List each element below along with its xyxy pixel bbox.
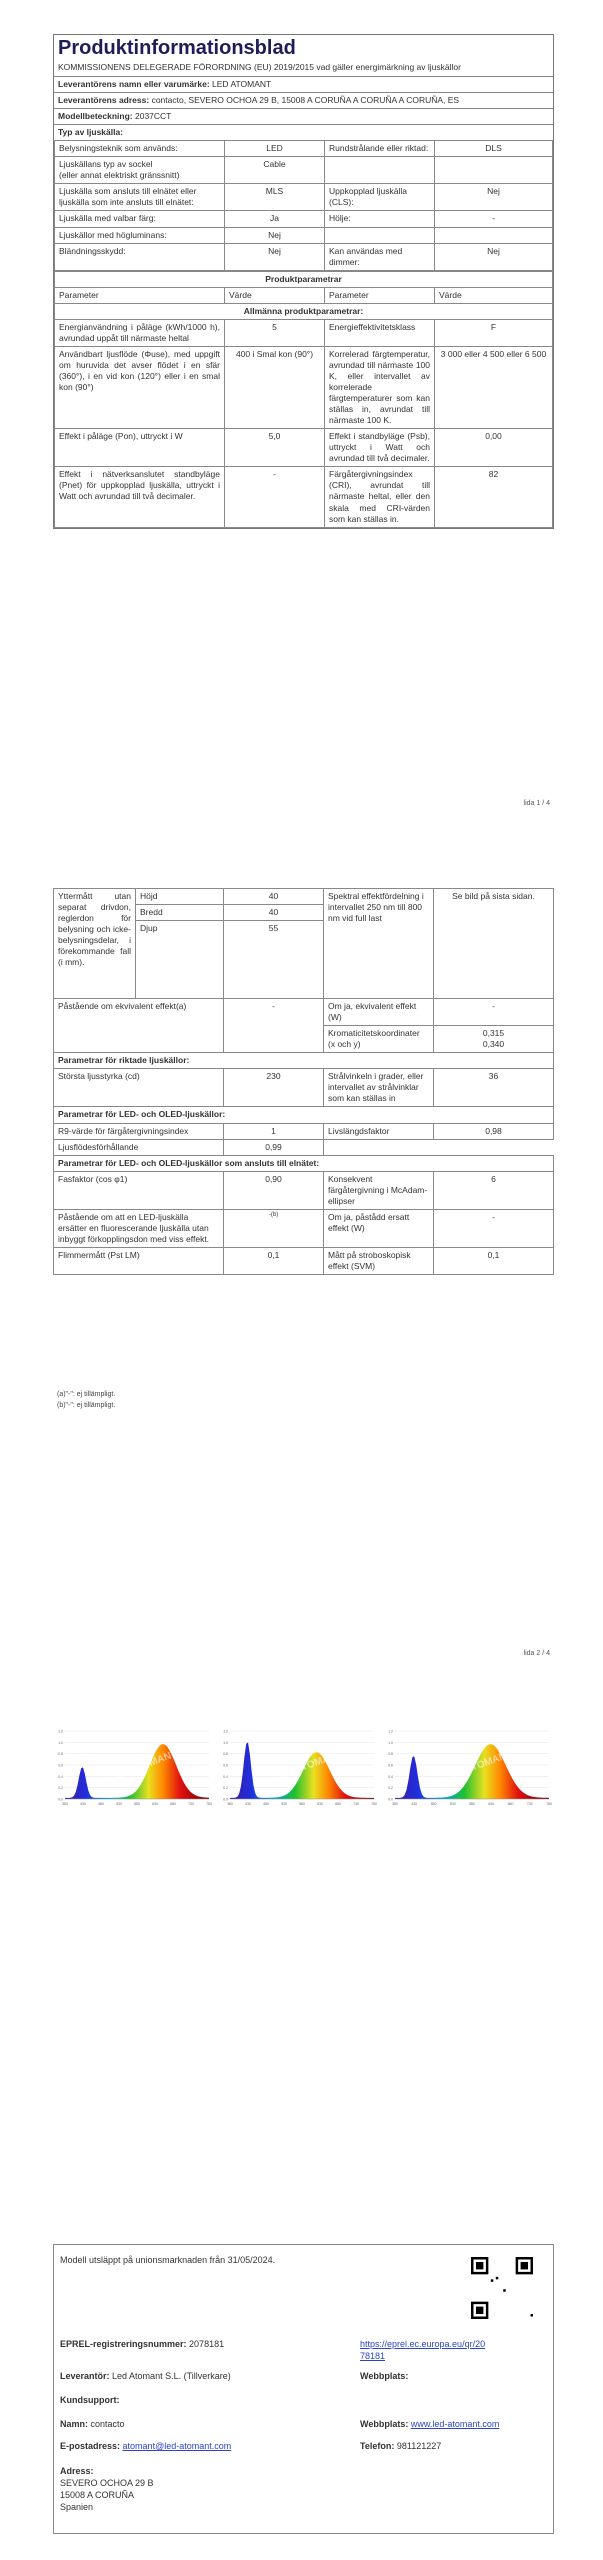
type-row [55, 211, 553, 227]
phase-value: 0,90 [224, 1171, 324, 1209]
param-value: 82 [435, 467, 553, 527]
type-heading: Typ av ljuskälla: [54, 124, 553, 140]
param-label: Effekt i nätverksanslutet standbyläge (Pnet) för uppkopplad ljuskälla, uttryckt i Watt och avrundad till två decimaler. [55, 467, 225, 527]
y-tick-label: 0.0 [58, 1797, 63, 1802]
dim-width-value: 40 [224, 905, 324, 921]
x-tick-label: 530 [116, 1802, 122, 1806]
x-tick-label: 430 [80, 1802, 86, 1806]
type-label: Hölje: [325, 211, 435, 227]
eprel-row: EPREL-registreringsnummer: 2078181 [60, 2339, 225, 2349]
type-label [325, 227, 435, 243]
type-value: DLS [435, 141, 553, 157]
eprel-link[interactable]: https://eprel.ec.europa.eu/qr/2078181 [360, 2339, 486, 2361]
beam-label: Strålvinkeln i grader, eller intervallet av strålvinklar som kan ställas in [324, 1069, 434, 1107]
param-value: 5 [225, 319, 325, 346]
dim-depth-label: Djup [136, 921, 224, 999]
footnotes [57, 1390, 115, 1411]
email-link[interactable]: atomant@led-atomant.com [122, 2441, 232, 2451]
regulation-text: KOMMISSIONENS DELEGERADE FÖRORDNING (EU) 2019/2015 vad gäller energimärkning av ljuskällor [58, 62, 461, 72]
param-label: Korrelerad färgtemperatur, avrundad till närmaste 100 K, eller intervallet av korrelerade färgtemperaturer som kan ställas in, avrundat till närmaste 100 K. [325, 346, 435, 428]
type-label: Ljuskälla som ansluts till elnätet eller ljuskälla som inte ansluts till elnätet: [55, 184, 225, 211]
watermark-logo: LED ATOMANT [442, 1748, 514, 1784]
market-text: Modell utsläppt på unionsmarknaden från 31/05/2024. [60, 2255, 276, 2265]
r9-label: R9-värde för färgåtergivningsindex [54, 1123, 224, 1139]
page-4-frame [53, 2244, 554, 2534]
type-row [55, 243, 553, 270]
y-tick-label: 0.0 [223, 1797, 228, 1802]
type-value: LED [225, 141, 325, 157]
x-tick-label: 580 [299, 1802, 305, 1806]
type-value: Nej [435, 243, 553, 270]
chroma-value: 0,315 0,340 [434, 1026, 554, 1053]
page-number: lida 2 / 4 [523, 1650, 550, 1657]
x-tick-label: 630 [488, 1802, 495, 1806]
type-label: Bländningsskydd: [55, 243, 225, 270]
param-label: Effekt i standbyläge (Psb), uttryckt i Watt och avrundad till två decimaler. [325, 429, 435, 467]
type-value: Nej [435, 184, 553, 211]
type-label [325, 157, 435, 184]
equiv-w-label: Om ja, ekvivalent effekt (W) [324, 999, 434, 1026]
address-row: Leverantörens adress: contacto, SEVERO OCHOA 29 B, 15008 A CORUÑA A CORUÑA A CORUÑA, ES [54, 92, 553, 108]
type-value: - [435, 211, 553, 227]
params-heading: Produktparametrar [55, 271, 553, 287]
type-value [435, 157, 553, 184]
life-value: 0,98 [434, 1123, 554, 1139]
dim-width-label: Bredd [136, 905, 224, 921]
supplier-row: Leverantörens namn eller varumärke: LED ATOMANT [54, 76, 553, 92]
type-value: MLS [225, 184, 325, 211]
type-row [55, 157, 553, 184]
x-tick-label: 680 [507, 1802, 514, 1806]
y-tick-label: 0.2 [388, 1786, 393, 1791]
x-tick-label: 780 [206, 1802, 212, 1806]
spectrum-graph-6500k [383, 1727, 553, 1812]
replace-value: -(b) [224, 1209, 324, 1247]
life-label: Livslängdsfaktor [324, 1123, 434, 1139]
x-tick-label: 630 [317, 1802, 323, 1806]
x-tick-label: 380 [227, 1802, 233, 1806]
led-heading: Parametrar för LED- och OLED-ljuskällor: [54, 1107, 554, 1123]
x-tick-label: 380 [392, 1802, 398, 1806]
page-number: lida 1 / 4 [523, 800, 550, 807]
support-label: Kundsupport: [60, 2395, 120, 2405]
type-label: Uppkopplad ljuskälla (CLS): [325, 184, 435, 211]
y-tick-label: 0.2 [223, 1786, 228, 1791]
page-title: Produktinformationsblad [58, 37, 296, 59]
y-tick-label: 1.0 [388, 1740, 393, 1745]
param-label: Färgåtergivningsindex (CRI), avrundat till närmaste heltal, eller den skala med CRI-värden som kan ställas in. [325, 467, 435, 527]
type-value: Cable [225, 157, 325, 184]
param-label: Effekt i påläge (Pon), uttryckt i W [55, 429, 225, 467]
x-tick-label: 630 [152, 1802, 158, 1806]
general-heading: Allmänna produktparametrar: [55, 303, 553, 319]
spectral-label: Spektral effektfördelning i intervallet 250 nm till 800 nm vid full last [324, 889, 434, 999]
param-value: F [435, 319, 553, 346]
y-tick-label: 0.6 [388, 1763, 393, 1768]
y-tick-label: 0.4 [58, 1774, 63, 1779]
beam-value: 36 [434, 1069, 554, 1107]
y-tick-label: 0.8 [223, 1752, 228, 1757]
type-row [55, 227, 553, 243]
equiv-label: Påstående om ekvivalent effekt(a) [54, 999, 224, 1053]
x-tick-label: 580 [469, 1802, 475, 1806]
x-tick-label: 530 [449, 1802, 456, 1806]
mains-heading: Parametrar för LED- och OLED-ljuskällor som ansluts till elnätet: [54, 1155, 554, 1171]
x-tick-label: 780 [546, 1802, 552, 1806]
phase-label: Fasfaktor (cos φ1) [54, 1171, 224, 1209]
equiv-value: - [224, 999, 324, 1053]
type-value [435, 227, 553, 243]
col-param: Parameter [325, 287, 435, 303]
website-link[interactable]: www.led-atomant.com [410, 2419, 500, 2429]
param-label: Energieffektivitetsklass [325, 319, 435, 346]
type-label: Ljuskälla med valbar färg: [55, 211, 225, 227]
y-tick-label: 0.8 [58, 1752, 63, 1757]
x-tick-label: 480 [98, 1802, 104, 1806]
y-tick-label: 0.8 [388, 1752, 393, 1757]
type-label: Kan användas med dimmer: [325, 243, 435, 270]
x-tick-label: 530 [281, 1802, 287, 1806]
col-param: Parameter [55, 287, 225, 303]
y-tick-label: 0.6 [58, 1763, 63, 1768]
type-label: Ljuskällor med högluminans: [55, 227, 225, 243]
param-value: 0,00 [435, 429, 553, 467]
qr-code-icon [471, 2257, 533, 2319]
y-tick-label: 1.2 [388, 1729, 393, 1734]
param-row [55, 429, 553, 467]
replace-label: Påstående om att en LED-ljuskälla ersätter en fluorescerande ljuskälla utan inbyggt förkopplingsdon med viss effekt. [54, 1209, 224, 1247]
email-row: E-postadress: atomant@led-atomant.com [60, 2441, 232, 2451]
supplier-row: Leverantör: Led Atomant S.L. (Tillverkare) [60, 2371, 231, 2381]
page-1-frame [53, 34, 554, 529]
chroma-label: Kromaticitetskoordinater (x och y) [324, 1026, 434, 1053]
page2-table [53, 888, 554, 1275]
x-tick-label: 680 [335, 1802, 341, 1806]
param-row [55, 346, 553, 428]
type-label: Ljuskällans typ av sockel (eller annat elektriskt gränssnitt) [55, 157, 225, 184]
x-tick-label: 730 [353, 1802, 359, 1806]
y-tick-label: 0.4 [388, 1774, 393, 1779]
y-tick-label: 1.2 [223, 1729, 228, 1734]
type-label: Rundstrålande eller riktad: [325, 141, 435, 157]
strobo-label: Mått på stroboskopisk effekt (SVM) [324, 1247, 434, 1274]
y-tick-label: 0.4 [223, 1774, 228, 1779]
type-value: Ja [225, 211, 325, 227]
flux-value: 0,99 [224, 1139, 324, 1155]
web-label: Webbplats: [360, 2371, 409, 2381]
param-value: 400 i Smal kon (90°) [225, 346, 325, 428]
footnote-b: (b)"-": ej tillämpligt. [57, 1401, 116, 1409]
dim-height-value: 40 [224, 889, 324, 905]
spectrum-graph-4500k [218, 1727, 378, 1812]
y-tick-label: 0.0 [388, 1797, 393, 1802]
flicker-label: Flimmermått (Pst LM) [54, 1247, 224, 1274]
type-label: Belysningsteknik som används: [55, 141, 225, 157]
param-value: 5,0 [225, 429, 325, 467]
x-tick-label: 430 [411, 1802, 418, 1806]
x-tick-label: 480 [263, 1802, 269, 1806]
mcadam-value: 6 [434, 1171, 554, 1209]
claimed-label: Om ja, påstådd ersatt effekt (W) [324, 1209, 434, 1247]
phone-row: Telefon: 981121227 [360, 2441, 442, 2451]
param-row [55, 319, 553, 346]
y-tick-label: 1.2 [58, 1729, 63, 1734]
directed-heading: Parametrar för riktade ljuskällor: [54, 1053, 554, 1069]
dim-height-label: Höjd [136, 889, 224, 905]
x-tick-label: 680 [170, 1802, 176, 1806]
col-value: Värde [225, 287, 325, 303]
y-tick-label: 1.0 [58, 1740, 63, 1745]
param-label: Användbart ljusflöde (Φuse), med uppgift om huruvida det avser flödet i en sfär (360°), i en vid kon (120°) eller i en smal kon (90°) [55, 346, 225, 428]
intensity-label: Största ljusstyrka (cd) [54, 1069, 224, 1107]
dims-label: Yttermått utan separat drivdon, reglerdon för belysning och icke-belysningsdelar, i förekommande fall (i mm). [54, 889, 136, 999]
y-tick-label: 1.0 [223, 1740, 228, 1745]
name-row: Namn: contacto [60, 2419, 125, 2429]
web2-row: Webbplats: www.led-atomant.com [360, 2419, 500, 2429]
type-value: Nej [225, 227, 325, 243]
x-tick-label: 780 [371, 1802, 377, 1806]
watermark-logo: LED ATOMANT [107, 1748, 179, 1784]
type-value: Nej [225, 243, 325, 270]
y-tick-label: 0.6 [223, 1763, 228, 1768]
x-tick-label: 430 [245, 1802, 251, 1806]
address-block: Adress: SEVERO OCHOA 29 B 15008 A CORUÑA Spanien [60, 2466, 154, 2513]
page-2-frame [53, 888, 554, 1275]
mcadam-label: Konsekvent färgåtergivning i McAdam-ellipser [324, 1171, 434, 1209]
spectrum-graph-3000k [53, 1727, 213, 1812]
strobo-value: 0,1 [434, 1247, 554, 1274]
x-tick-label: 480 [430, 1802, 437, 1806]
param-value: 3 000 eller 4 500 eller 6 500 [435, 346, 553, 428]
watermark-logo: LED ATOMANT [272, 1748, 344, 1784]
footnote-a: (a)"-": ej tillämpligt. [57, 1391, 116, 1398]
x-tick-label: 730 [526, 1802, 533, 1806]
params-table [54, 271, 553, 528]
r9-value: 1 [224, 1123, 324, 1139]
x-tick-label: 730 [188, 1802, 194, 1806]
x-tick-label: 380 [62, 1802, 68, 1806]
model-row: Modellbeteckning: 2037CCT [54, 108, 553, 124]
claimed-value: - [434, 1209, 554, 1247]
dim-depth-value: 55 [224, 921, 324, 999]
param-label: Energianvändning i påläge (kWh/1000 h), avrundad uppåt till närmaste heltal [55, 319, 225, 346]
col-value: Värde [435, 287, 553, 303]
equiv-w-value: - [434, 999, 554, 1026]
x-tick-label: 580 [134, 1802, 140, 1806]
y-tick-label: 0.2 [58, 1786, 63, 1791]
type-table [54, 140, 553, 270]
flicker-value: 0,1 [224, 1247, 324, 1274]
flux-label: Ljusflödesförhållande [54, 1139, 224, 1155]
type-row [55, 184, 553, 211]
type-row [55, 141, 553, 157]
param-value: - [225, 467, 325, 527]
spectral-value: Se bild på sista sidan. [434, 889, 554, 999]
intensity-value: 230 [224, 1069, 324, 1107]
param-row [55, 467, 553, 527]
